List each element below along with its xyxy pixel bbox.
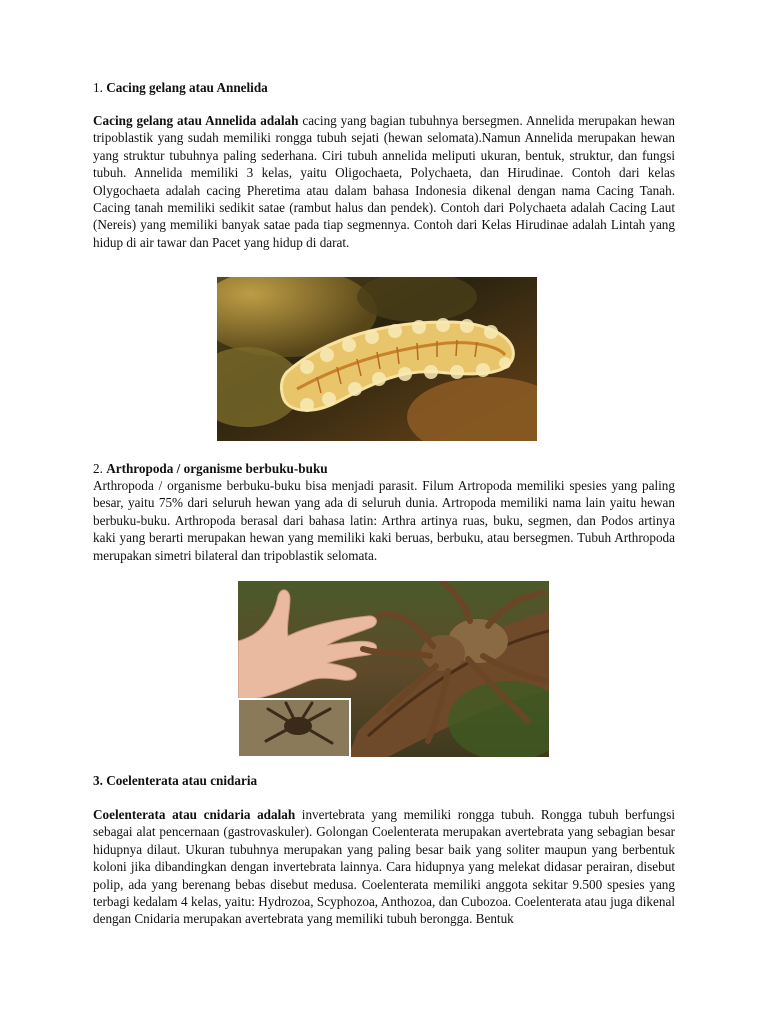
section-3-lead: Coelenterata atau cnidaria adalah — [93, 807, 296, 822]
section-3-heading — [93, 772, 675, 789]
section-3-paragraph — [93, 806, 675, 928]
arthropoda-spider-illustration — [238, 581, 549, 757]
section-1-paragraph — [93, 112, 675, 251]
section-2-number: 2. — [93, 461, 103, 476]
arthropoda-spider-image — [238, 581, 549, 757]
section-1-lead: Cacing gelang atau Annelida adalah — [93, 113, 299, 128]
annelida-worm-illustration — [217, 277, 537, 441]
section-3-body: invertebrata yang memiliki rongga tubuh. Rongga tubuh berfungsi sebagai alat pencernaan (gastrovaskuler). Golongan Coelenterata merupakan avertebrata yang sebagian besar hidupnya dilaut. Ukuran tubuhnya merupakan yang paling besar baik yang soliter maupun yang berbentuk koloni jika dibandingkan dengan invertebrata lainnya. Cara hidupnya yang melekat didasar perairan, disebut polip, ada yang berenang bebas disebut medusa. Coelenterata memiliki anggota sekitar 9.500 spesies yang terbagi kedalam 4 kelas, yaitu: Hydrozoa, Scyphozoa, Anthozoa, dan Cubozoa. Coelenterata atau juga dikenal dengan Cnidaria merupakan avertebrata yang memiliki tubuh berongga. Bentuk — [93, 807, 675, 927]
section-2-paragraph — [93, 477, 675, 564]
section-3-title: 3. Coelenterata atau cnidaria — [93, 773, 258, 788]
section-2-body: Arthropoda / organisme berbuku-buku bisa menjadi parasit. Filum Artropoda memiliki spesies yang paling besar, yaitu 75% dari seluruh hewan yang ada di seluruh dunia. Artropoda memiliki nama lain yaitu hewan berbuku-buku. Arthropoda berasal dari bahasa latin: Arthra artinya ruas, buku, segmen, dan Podos artinya kaki yang berarti merupakan hewan yang memiliki kaki beruas, berbuku, atau bersegmen. Tubuh Arthropoda merupakan simetri bilateral dan tripoblastik selomata. — [93, 478, 675, 563]
annelida-worm-image — [217, 277, 537, 441]
section-1-heading — [93, 79, 675, 96]
section-2-title: Arthropoda / organisme berbuku-buku — [106, 461, 328, 476]
section-1-body: cacing yang bagian tubuhnya bersegmen. Annelida merupakan hewan tripoblastik yang sudah memiliki rongga tubuh sejati (hewan selomata).Namun Annelida merupakan hewan yang struktur tubuhnya paling sederhana. Ciri tubuh annelida meliputi ukuran, bentuk, struktur, dan fungsi tubuh. Annelida memiliki 3 kelas, yaitu Oligochaeta, Polychaeta, dan Hirudinae. Contoh dari kelas Olygochaeta adalah cacing Pheretima atau dalam bahasa Indonesia dikenal dengan nama Cacing Tanah. Cacing tanah memiliki sedikit satae (rambut halus dan pendek). Contoh dari Polychaeta adalah Cacing Laut (Nereis) yang memiliki banyak satae pada tiap segmennya. Contoh dari Kelas Hirudinae adalah Lintah yang hidup di air tawar dan Pacet yang hidup di darat. — [93, 113, 676, 250]
section-2-heading — [93, 460, 675, 477]
section-1-number: 1. — [93, 80, 103, 95]
section-1-title: Cacing gelang atau Annelida — [106, 80, 268, 95]
